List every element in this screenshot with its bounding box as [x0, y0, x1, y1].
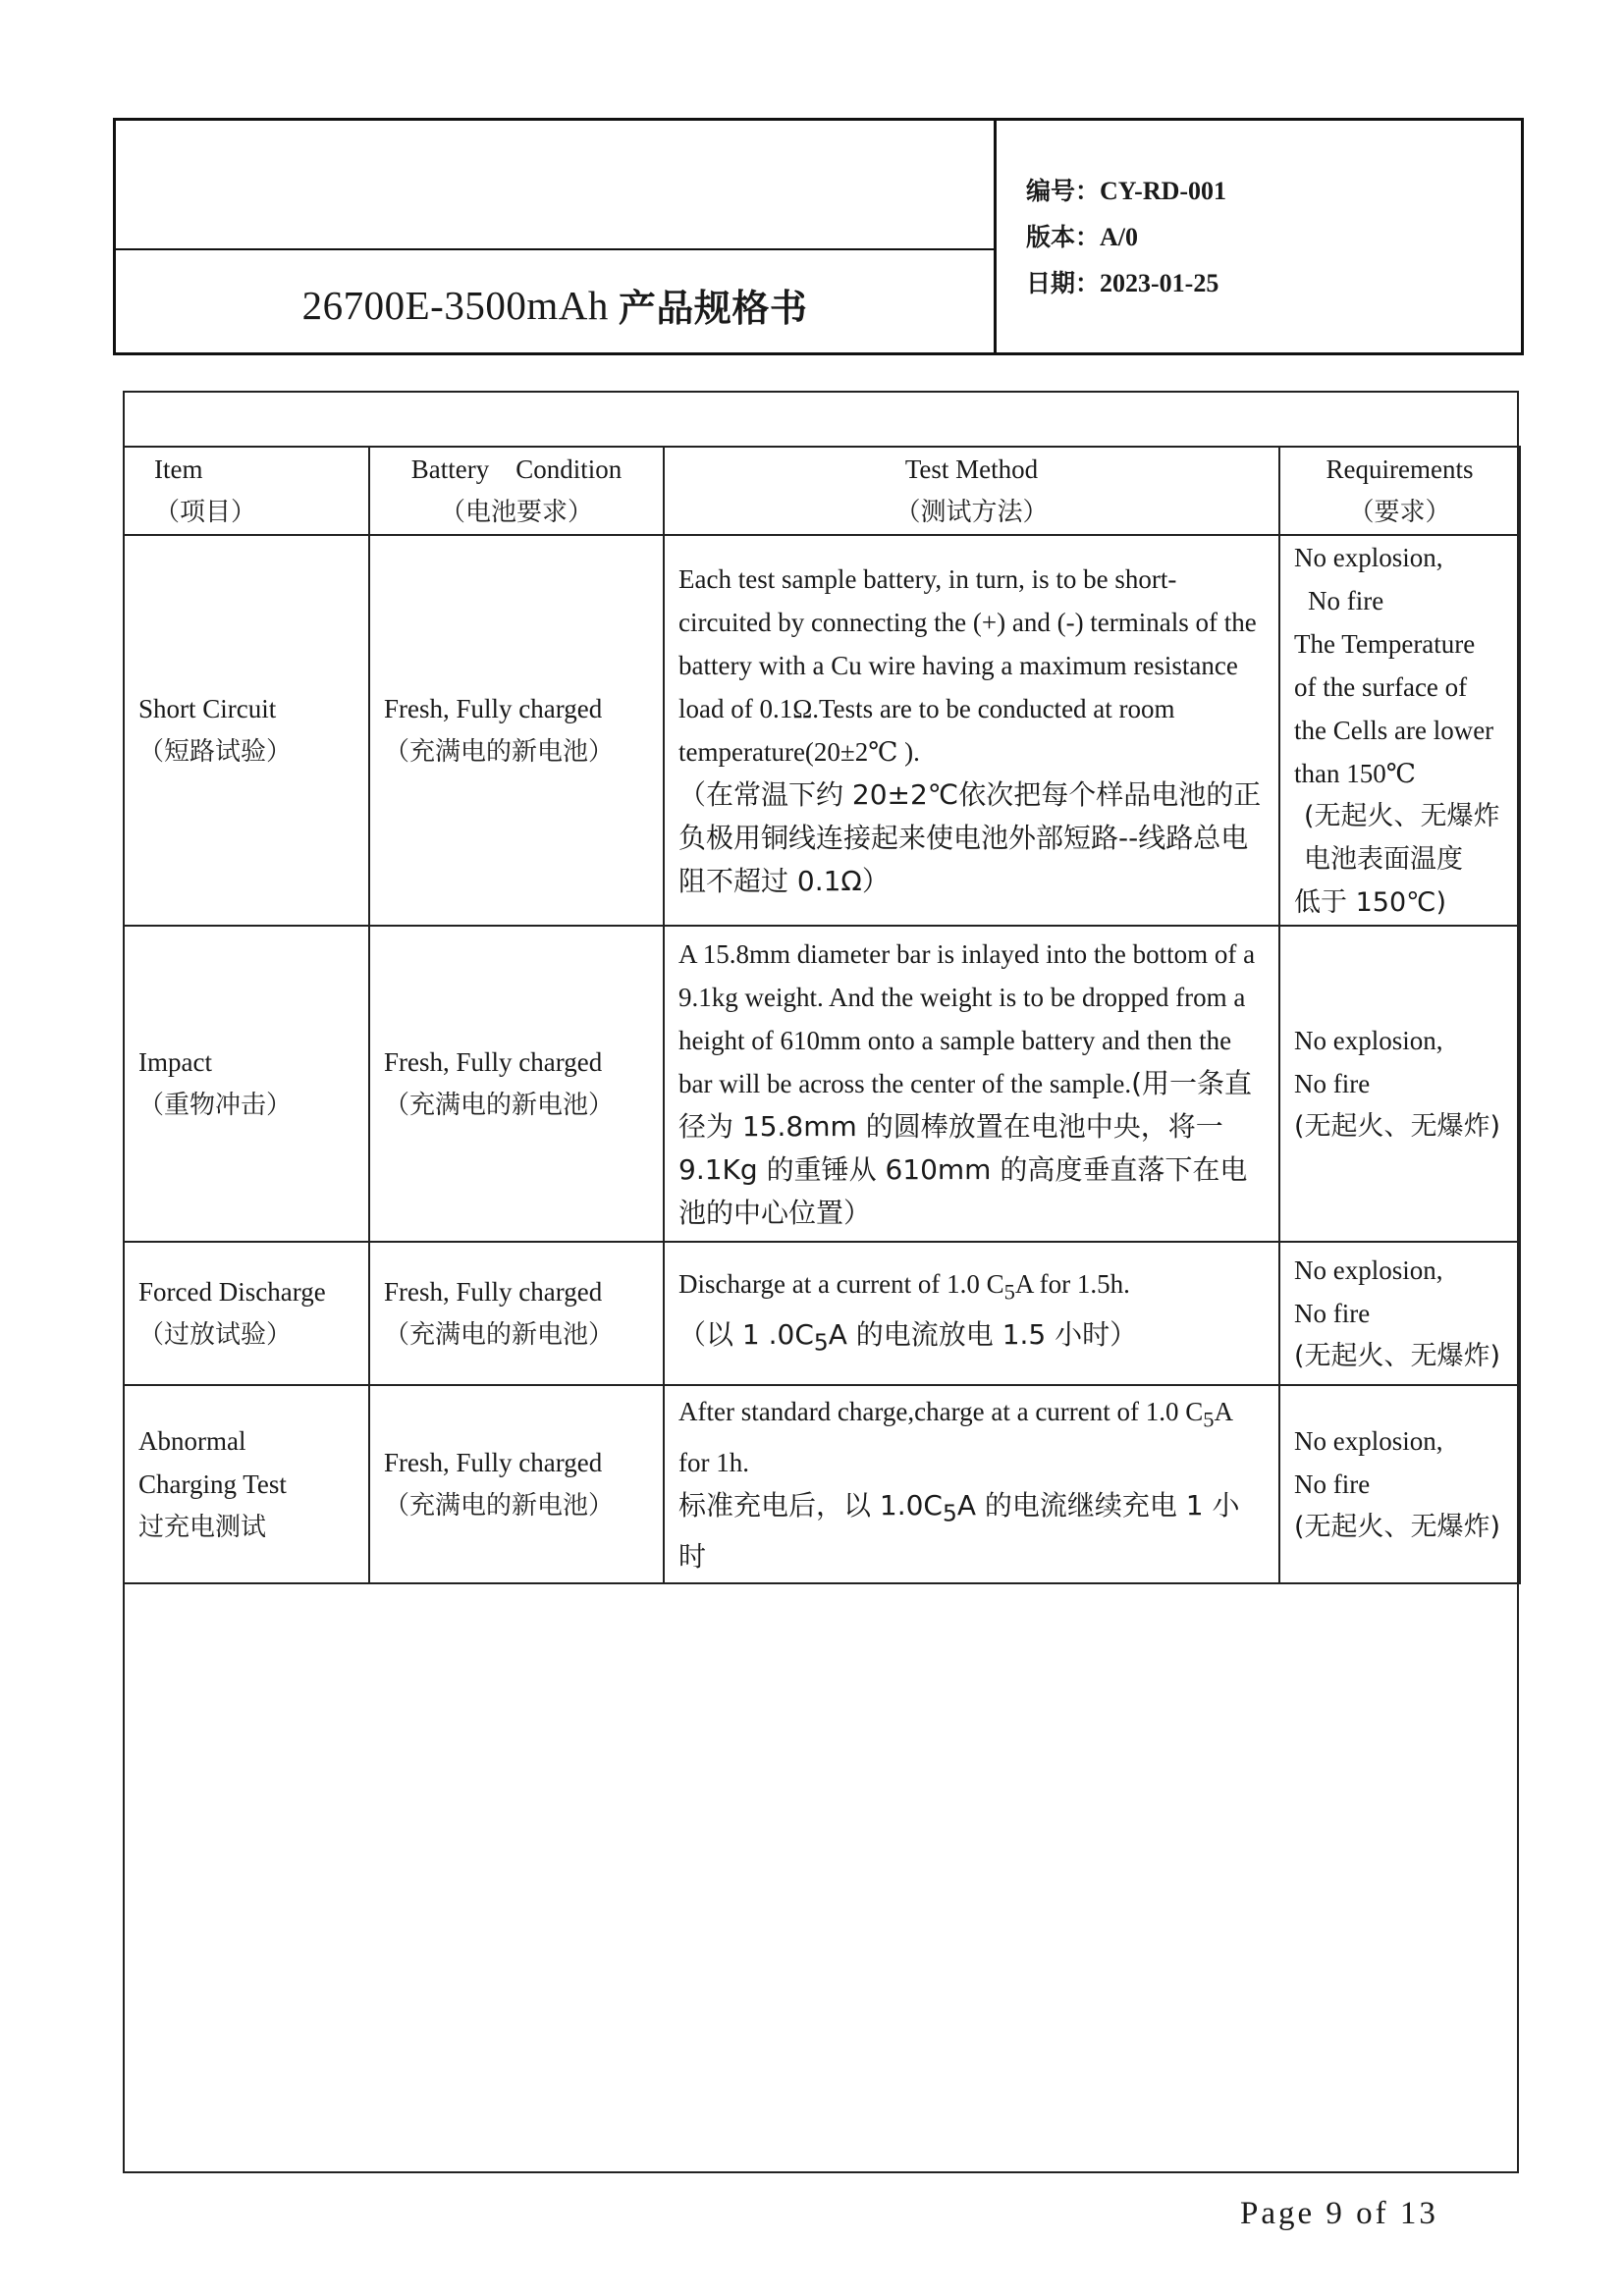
page-number: Page 9 of 13 — [1240, 2196, 1438, 2231]
header-requirements: Requirements （要求） — [1279, 447, 1520, 535]
requirements-cell: No explosion, No fire (无起火、无爆炸) — [1279, 1242, 1520, 1385]
table-header-row — [124, 447, 1520, 535]
condition-cell: Fresh, Fully charged （充满电的新电池） — [369, 1385, 664, 1583]
header-condition: Battery Condition （电池要求） — [369, 447, 664, 535]
requirements-cell: No explosion, No fire The Temperature of the surface of the Cells are lower than 150℃ (无起火、无爆炸 电池表面温度 低于 150℃) — [1279, 535, 1520, 926]
header-column-divider — [994, 121, 997, 352]
date: 2023-01-25 — [1100, 269, 1219, 297]
version-row: 版本：A/0 — [1026, 223, 1139, 251]
item-cell: Impact （重物冲击） — [124, 926, 369, 1242]
condition-cell: Fresh, Fully charged （充满电的新电池） — [369, 926, 664, 1242]
header-item: Item （项目） — [124, 447, 369, 535]
table-row — [124, 1242, 1520, 1385]
date-row: 日期：2023-01-25 — [1026, 269, 1219, 297]
title-model: 26700E-3500mAh — [301, 282, 609, 328]
item-cell: Abnormal Charging Test 过充电测试 — [124, 1385, 369, 1583]
condition-cell: Fresh, Fully charged （充满电的新电池） — [369, 1242, 664, 1385]
requirements-cell: No explosion, No fire (无起火、无爆炸) — [1279, 926, 1520, 1242]
header-divider — [116, 248, 994, 250]
document-title — [116, 258, 994, 351]
title-spec: 产品规格书 — [618, 287, 808, 330]
condition-cell: Fresh, Fully charged （充满电的新电池） — [369, 535, 664, 926]
document-meta — [1026, 168, 1226, 306]
document-header — [113, 118, 1524, 355]
header-method: Test Method （测试方法） — [664, 447, 1279, 535]
doc-number: CY-RD-001 — [1100, 177, 1227, 205]
safety-test-table — [123, 446, 1521, 1584]
requirements-cell: No explosion, No fire (无起火、无爆炸) — [1279, 1385, 1520, 1583]
table-row — [124, 926, 1520, 1242]
item-cell: Short Circuit （短路试验） — [124, 535, 369, 926]
table-row — [124, 1385, 1520, 1583]
item-cell: Forced Discharge （过放试验） — [124, 1242, 369, 1385]
method-cell: Discharge at a current of 1.0 $C_5A$ for 1.5h. （以 1 $.0C_5A$ 的电流放电 1.5 小时） — [664, 1242, 1279, 1385]
method-cell: Each test sample battery, in turn, is to be short-circuited by connecting the (+) and (-) terminals of the battery with a Cu wire having a maximum resistance load of 0.1Ω.Tests are to be conducted at room temperature(20±2℃ ). （在常温下约 20±2℃依次把每个样品电池的正负极用铜线连接起来使电池外部短路--线路总电阻不超过 0.1Ω） — [664, 535, 1279, 926]
table-row — [124, 535, 1520, 926]
doc-number-row: 编号：CY-RD-001 — [1026, 177, 1227, 205]
method-cell: A 15.8mm diameter bar is inlayed into the bottom of a 9.1kg weight. And the weight is to be dropped from a height of 610mm onto a sample battery and then the bar will be across the center of the sample.(用一条直径为 15.8mm 的圆棒放置在电池中央，将一 9.1Kg 的重锤从 610mm 的高度垂直落下在电池的中心位置） — [664, 926, 1279, 1242]
method-cell: After standard charge,charge at a current of 1.0 $C_5A$ for 1h. 标准充电后，以 $1.0C_5A$ 的电流继续充电 1 小时 — [664, 1385, 1279, 1583]
version: A/0 — [1100, 223, 1139, 251]
